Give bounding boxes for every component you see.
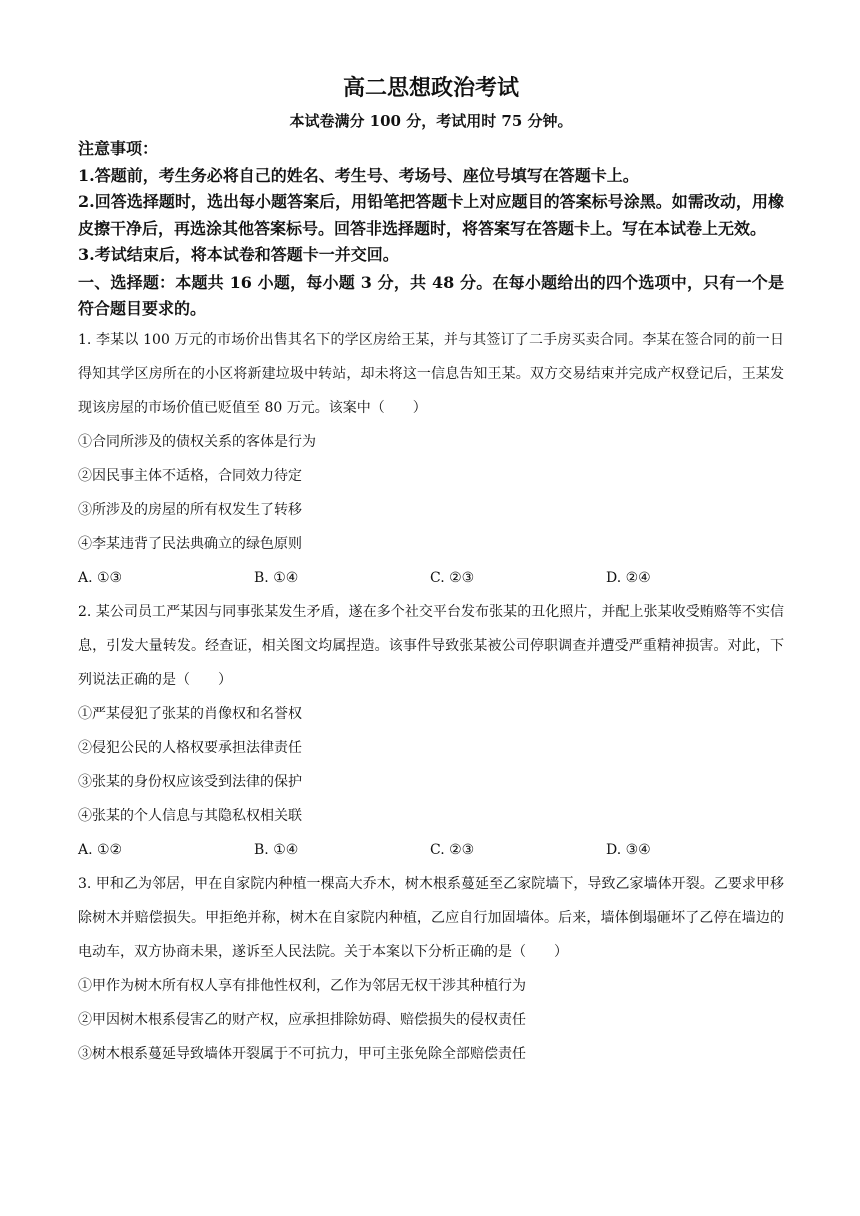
- notice-item-2: 2.回答选择题时，选出每小题答案后，用铅笔把答题卡上对应题目的答案标号涂黑。如需改动，用橡皮擦干净后，再选涂其他答案标号。回答非选择题时，将答案写在答题卡上。写在本试卷上无效。: [78, 192, 784, 238]
- question-2: [78, 595, 784, 867]
- statement-2: ②甲因树木根系侵害乙的财产权，应承担排除妨碍、赔偿损失的侵权责任: [78, 1011, 526, 1028]
- statement-1: ①合同所涉及的债权关系的客体是行为: [78, 433, 316, 450]
- option-d: D. ③④: [606, 841, 651, 858]
- statement-2: ②因民事主体不适格，合同效力待定: [78, 467, 302, 484]
- notice-item-3: 3.考试结束后，将本试卷和答题卡一并交回。: [78, 245, 399, 264]
- question-stem: 1. 李某以 100 万元的市场价出售其名下的学区房给王某，并与其签订了二手房买卖合同。李某在签合同的前一日得知其学区房所在的小区将新建垃圾中转站，却未将这一信息告知王某。双方交易结束并完成产权登记后，王某发现该房屋的市场价值已贬值至 80 万元。该案中（ ）: [78, 331, 784, 416]
- option-b: B. ①④: [254, 841, 299, 858]
- statement-3: ③树木根系蔓延导致墙体开裂属于不可抗力，甲可主张免除全部赔偿责任: [78, 1045, 526, 1062]
- option-c: C. ②③: [430, 569, 475, 586]
- notice-item-1: 1.答题前，考生务必将自己的姓名、考生号、考场号、座位号填写在答题卡上。: [78, 165, 639, 185]
- option-a: A. ①③: [78, 569, 123, 586]
- question-stem: 3. 甲和乙为邻居，甲在自家院内种植一棵高大乔木，树木根系蔓延至乙家院墙下，导致乙家墙体开裂。乙要求甲移除树木并赔偿损失。甲拒绝并称，树木在自家院内种植，乙应自行加固墙体。后来，墙体倒塌砸坏了乙停在墙边的电动车，双方协商未果，遂诉至人民法院。关于本案以下分析正确的是（ ）: [78, 875, 784, 960]
- question-1: [78, 323, 784, 595]
- statement-3: ③所涉及的房屋的所有权发生了转移: [78, 501, 302, 518]
- exam-title: 高二思想政治考试: [342, 75, 519, 101]
- statement-4: ④李某违背了民法典确立的绿色原则: [78, 535, 302, 552]
- answer-options: [78, 833, 784, 867]
- option-b: B. ①④: [254, 569, 299, 586]
- statement-2: ②侵犯公民的人格权要承担法律责任: [78, 739, 302, 756]
- statement-3: ③张某的身份权应该受到法律的保护: [78, 773, 302, 790]
- answer-options: [78, 561, 784, 595]
- section-heading: 一、选择题：本题共 16 小题，每小题 3 分，共 48 分。在每小题给出的四个选项中，只有一个是符合题目要求的。: [78, 272, 784, 318]
- option-d: D. ②④: [606, 569, 651, 586]
- option-c: C. ②③: [430, 841, 475, 858]
- notice-title: 注意事项：: [78, 139, 159, 158]
- exam-page: [78, 72, 784, 1071]
- exam-subtitle: 本试卷满分 100 分，考试用时 75 分钟。: [289, 112, 573, 130]
- option-a: A. ①②: [78, 841, 123, 858]
- statement-4: ④张某的个人信息与其隐私权相关联: [78, 807, 302, 824]
- statement-1: ①甲作为树木所有权人享有排他性权利，乙作为邻居无权干涉其种植行为: [78, 977, 526, 994]
- statement-1: ①严某侵犯了张某的肖像权和名誉权: [78, 705, 302, 722]
- question-stem: 2. 某公司员工严某因与同事张某发生矛盾，遂在多个社交平台发布张某的丑化照片，并配上张某收受贿赂等不实信息，引发大量转发。经查证，相关图文均属捏造。该事件导致张某被公司停职调查并遭受严重精神损害。对此，下列说法正确的是（ ）: [78, 603, 784, 688]
- question-3: [78, 867, 784, 1071]
